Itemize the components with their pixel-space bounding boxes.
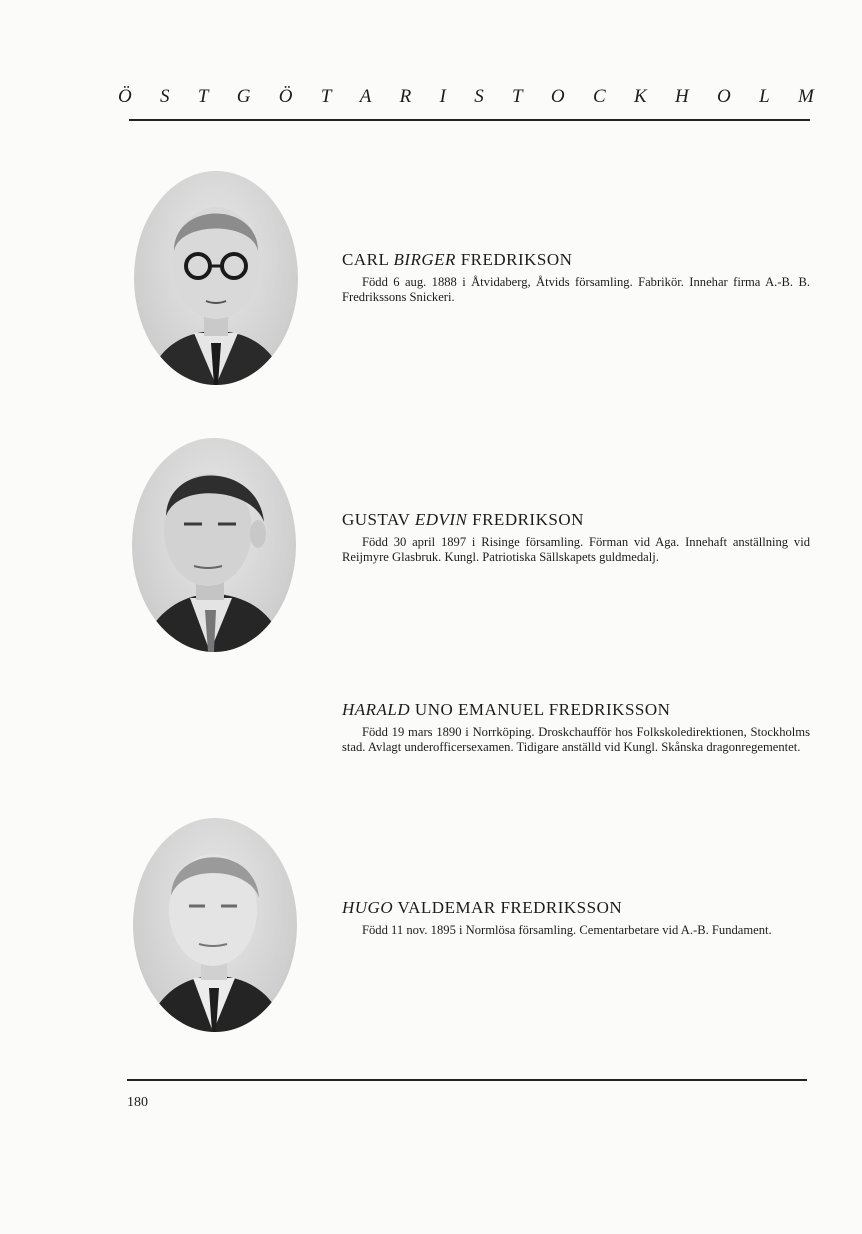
name-part: GUSTAV <box>342 510 415 529</box>
biography-text: Född 19 mars 1890 i Norrköping. Droskchaufför hos Folkskoledirektionen, Stockholms stad. Avlagt underofficersexamen. Tidigare anställd vid Kungl. Skånska dragonregementet. <box>342 725 810 754</box>
person-name <box>342 898 810 918</box>
person-name <box>342 250 810 270</box>
header-rule <box>129 119 810 121</box>
header-letter: S <box>474 86 484 107</box>
name-part-italic: EDVIN <box>414 510 468 529</box>
header-letter: Ö <box>118 86 132 107</box>
header-letter: T <box>512 86 523 107</box>
name-part-italic: BIRGER <box>393 250 456 269</box>
header-letter: O <box>717 86 731 107</box>
name-part: FREDRIKSON <box>467 510 584 529</box>
header-letter: S <box>160 86 170 107</box>
biography-text: Född 6 aug. 1888 i Åtvidaberg, Åtvids församling. Fabrikör. Innehar firma A.-B. B. Fredrikssons Snickeri. <box>342 275 810 304</box>
biography-entry <box>342 898 810 938</box>
footer-rule <box>127 1079 807 1081</box>
header-letter: A <box>359 86 372 107</box>
biography-text: Född 30 april 1897 i Risinge församling. Förman vid Aga. Innehaft anställning vid Reijmyre Glasbruk. Kungl. Patriotiska Sällskapets guldmedalj. <box>342 535 810 564</box>
name-part-italic: HUGO <box>342 898 394 917</box>
biography-entry <box>342 510 810 565</box>
header-letter: H <box>674 86 689 107</box>
header-letter: Ö <box>278 86 293 107</box>
portrait-photo <box>133 818 297 1032</box>
person-name <box>342 510 810 530</box>
header-letter: T <box>197 86 209 107</box>
portrait-photo <box>134 171 298 385</box>
biography-text: Född 11 nov. 1895 i Normlösa församling. Cementarbetare vid A.-B. Fundament. <box>362 923 772 937</box>
header-letter: M <box>797 86 814 107</box>
header-letter: K <box>633 86 647 107</box>
name-part: VALDEMAR FREDRIKSSON <box>393 898 623 917</box>
header-letter: T <box>320 86 332 107</box>
portrait-photo <box>132 438 296 652</box>
biography-entry <box>342 700 810 755</box>
header-letter: L <box>759 86 770 107</box>
running-header <box>118 86 814 108</box>
name-part: UNO EMANUEL FREDRIKSSON <box>410 700 671 719</box>
page-number: 180 <box>127 1095 148 1110</box>
name-part-italic: HARALD <box>342 700 411 719</box>
header-letter: C <box>592 86 606 107</box>
header-letter: G <box>236 86 251 107</box>
biography-entry <box>342 250 810 305</box>
header-letter: O <box>550 86 565 107</box>
header-letter: I <box>439 86 446 107</box>
name-part: FREDRIKSON <box>455 250 573 269</box>
header-letter: R <box>399 86 412 107</box>
person-name <box>342 700 810 720</box>
name-part: CARL <box>342 250 394 269</box>
